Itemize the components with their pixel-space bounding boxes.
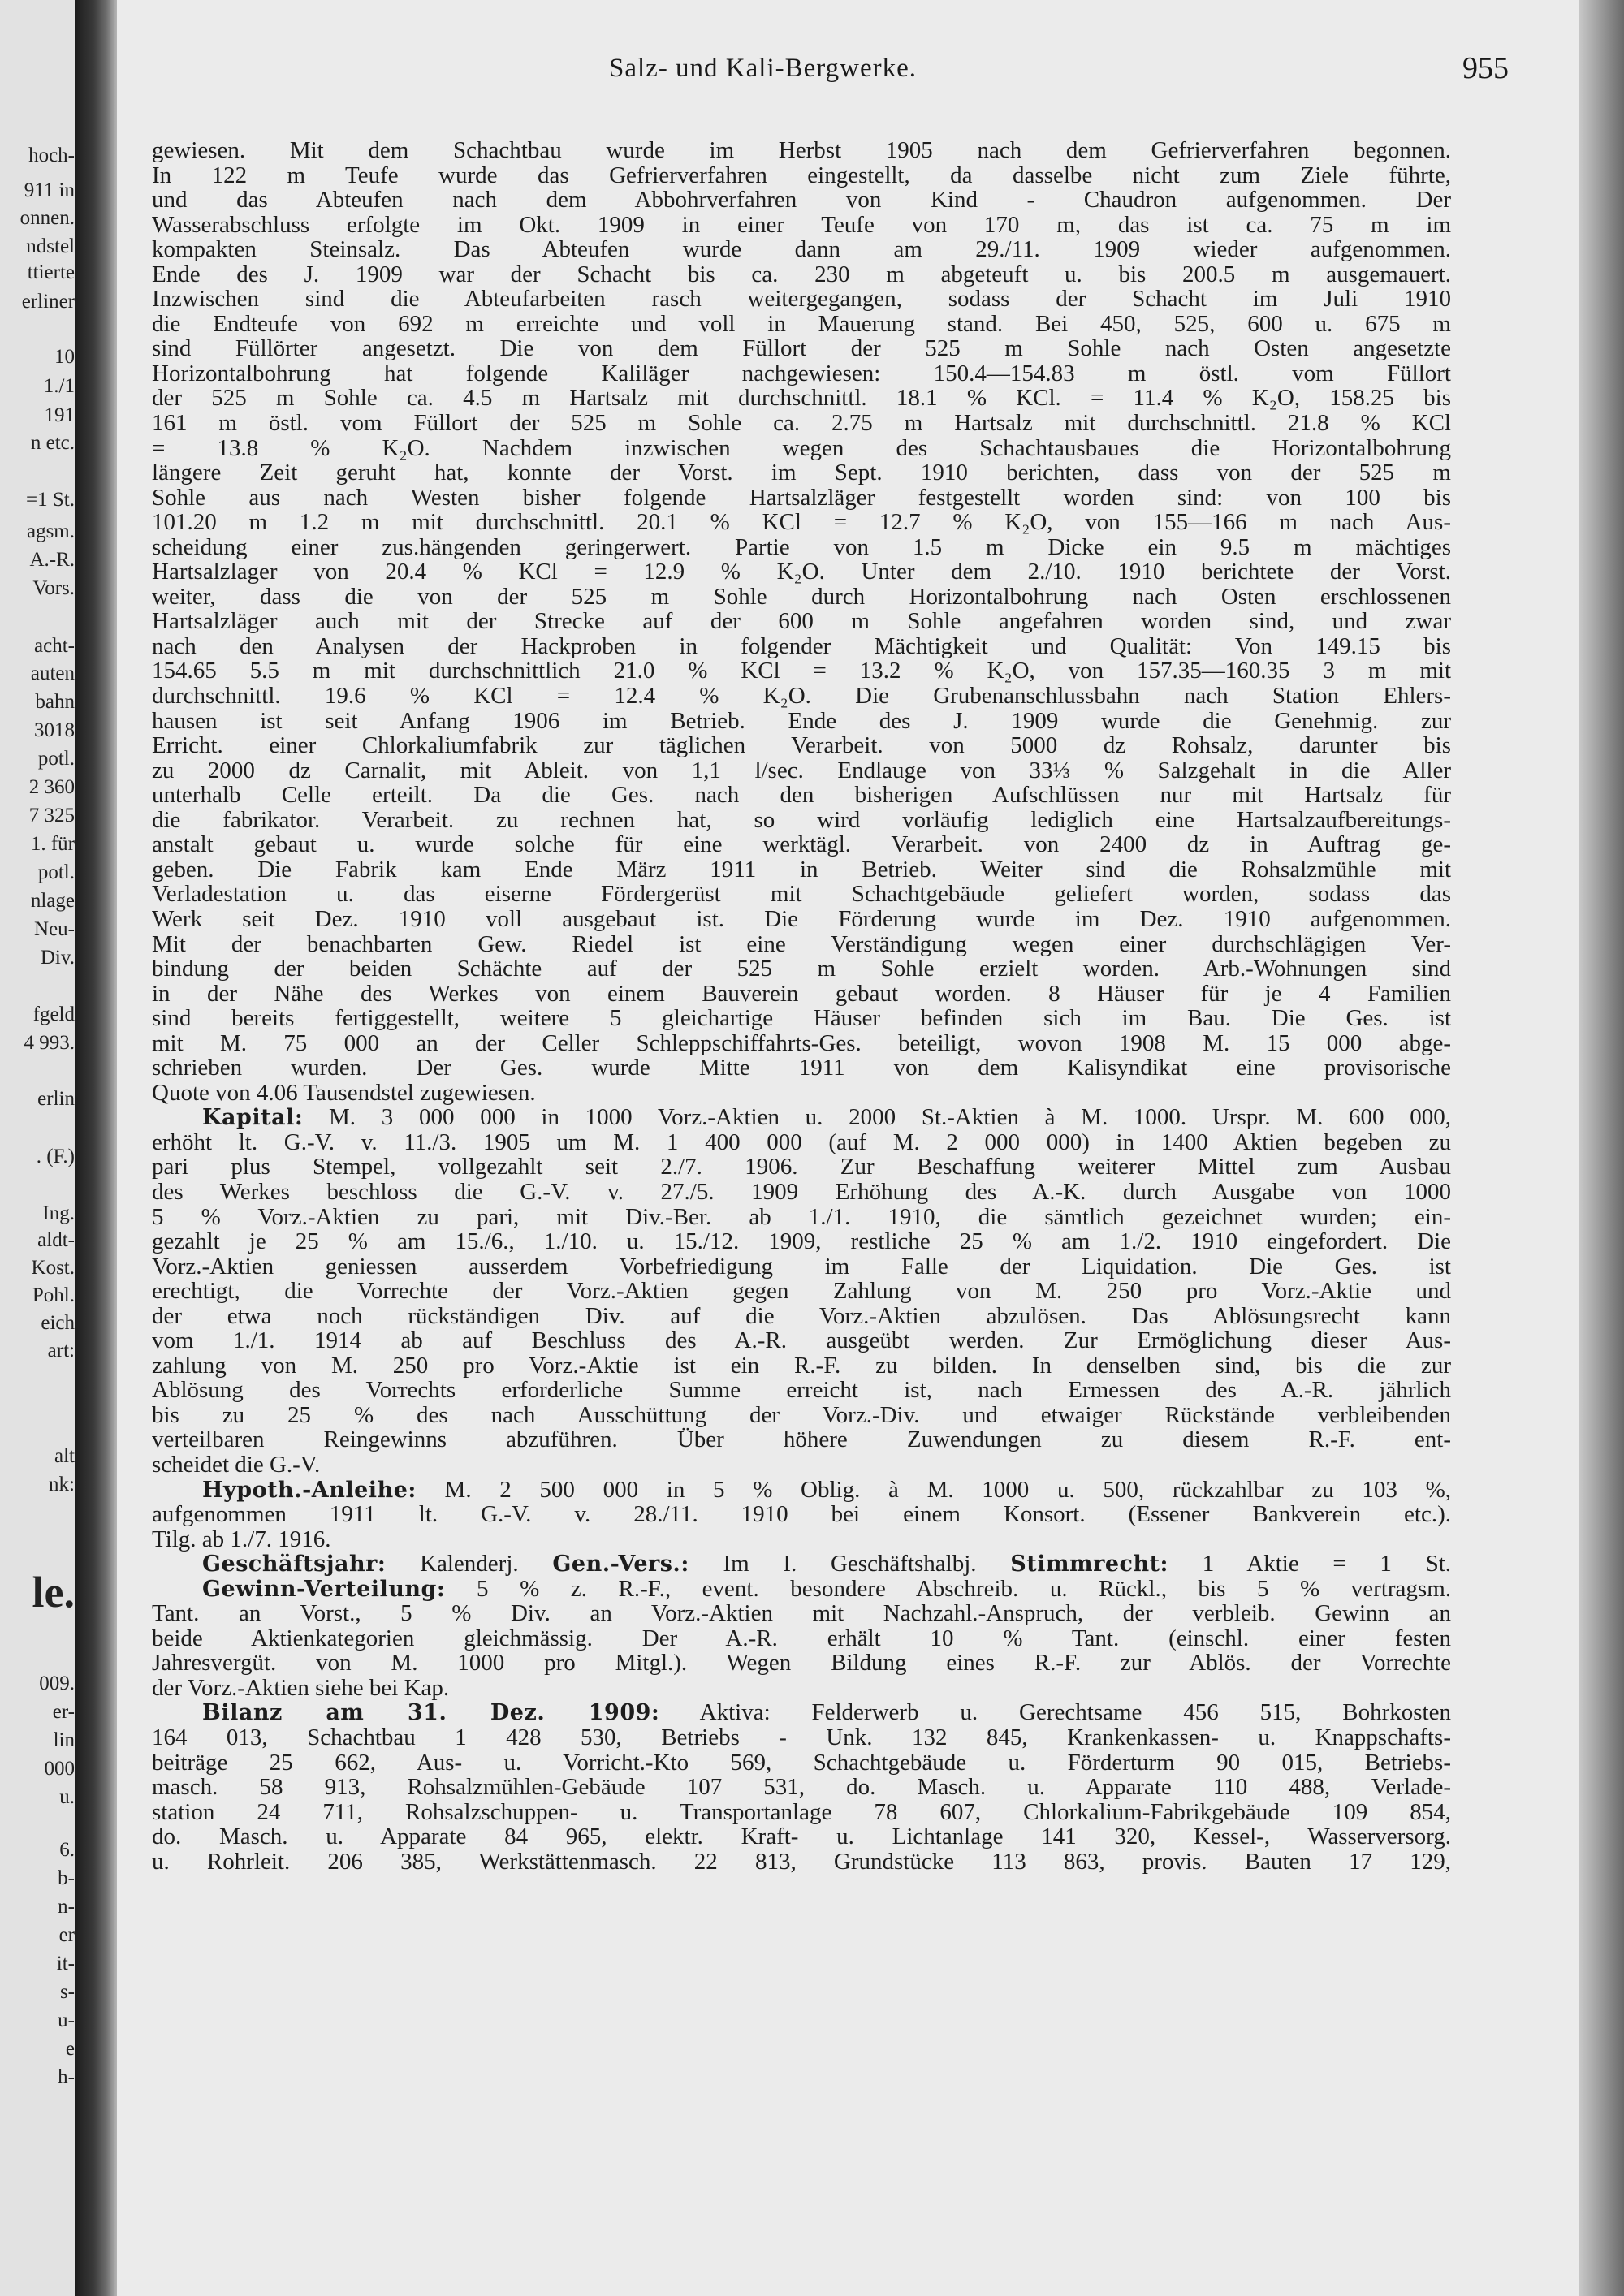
kapital-first-line — [152, 1105, 1451, 1130]
text-line: pari plus Stempel, vollgezahlt seit 2./7. 1906. Zur Beschaffung weiterer Mittel zum Ausbau — [152, 1154, 1451, 1180]
margin-fragment: 4 993. — [24, 1032, 75, 1054]
running-header — [117, 51, 1579, 102]
text-line: gezahlt je 25 % am 15./6., 1./10. u. 15./12. 1909, restliche 25 % am 1./2. 1910 eingefordert. Die — [152, 1229, 1451, 1254]
margin-fragment: Kost. — [31, 1257, 75, 1279]
margin-fragment: er- — [52, 1701, 75, 1723]
text-line: gewiesen. Mit dem Schachtbau wurde im Herbst 1905 nach dem Gefrierverfahren begonnen. — [152, 138, 1451, 163]
text-line: scheidung einer zus.hängenden geringerwert. Partie von 1.5 m Dicke ein 9.5 m mächtiges — [152, 534, 1451, 560]
margin-fragment: nlage — [30, 890, 75, 912]
text-line: u. Rohrleit. 206 385, Werkstättenmasch. 22 813, Grundstücke 113 863, provis. Bauten 17 129, — [152, 1849, 1451, 1875]
gen-vers-label: Gen.-Vers.: — [552, 1552, 689, 1577]
margin-fragment: eich — [41, 1312, 75, 1334]
text-line: station 24 711, Rohsalzschuppen- u. Transportanlage 78 607, Chlorkalium-Fabrikgebäude 109 854, — [152, 1799, 1451, 1825]
text-line: 164 013, Schachtbau 1 428 530, Betriebs - Unk. 132 845, Krankenkassen- u. Knappschafts- — [152, 1725, 1451, 1750]
bilanz-first-text: Aktiva: Felderwerb u. Gerechtsame 456 515, Bohrkosten — [699, 1700, 1451, 1725]
page-number: 955 — [1462, 51, 1509, 85]
text-line: zahlung von M. 250 pro Vorz.-Aktie ist ein R.-F. zu bilden. In denselben sind, bis die zur — [152, 1353, 1451, 1379]
margin-fragment: Pohl. — [32, 1284, 75, 1306]
text-line: Horizontalbohrung hat folgende Kaliläger nachgewiesen: 150.4—154.83 m östl. vom Füllort — [152, 360, 1451, 386]
text-line: bindung der beiden Schächte auf der 525 m Sohle erzielt worden. Arb.-Wohnungen sind — [152, 956, 1451, 982]
margin-fragment: ttierte — [27, 261, 75, 283]
text-line: 161 m östl. vom Füllort der 525 m Sohle ca. 2.75 m Hartsalz mit durchschnittl. 21.8 % KCl — [152, 411, 1451, 436]
text-line: Vorz.-Aktien geniessen ausserdem Vorbefriedigung im Falle der Liquidation. Die Ges. ist — [152, 1254, 1451, 1280]
text-line: erechtigt, die Vorrechte der Vorz.-Aktien gegen Zahlung von M. 250 pro Vorz.-Aktie und — [152, 1279, 1451, 1304]
text-line: do. Masch. u. Apparate 84 965, elektr. Kraft- u. Lichtanlage 141 320, Kessel-, Wasserversorg. — [152, 1824, 1451, 1849]
text-line: sind bereits fertiggestellt, weitere 5 gleichartige Häuser befinden sich im Bau. Die Ges. ist — [152, 1006, 1451, 1031]
text-line: mit M. 75 000 an der Celler Schleppschiffahrts-Ges. beteiligt, wovon 1908 M. 15 000 abge- — [152, 1030, 1451, 1056]
page-edge-shadow — [1579, 0, 1624, 2296]
text-line: Sohle aus nach Westen bisher folgende Hartsalzläger festgestellt worden sind: von 100 bis — [152, 485, 1451, 511]
margin-fragment: 009. — [39, 1672, 75, 1694]
margin-fragment: A.-R. — [29, 549, 75, 571]
margin-fragment: 2 360 — [28, 776, 75, 798]
text-line: die Endteufe von 692 m erreichte und voll in Mauerung stand. Bei 450, 525, 600 u. 675 m — [152, 311, 1451, 337]
margin-fragment: onnen. — [19, 207, 75, 229]
anleihe-label: Hypoth.-Anleihe: — [202, 1477, 417, 1503]
anleihe-text — [152, 1502, 1451, 1552]
text-line: = 13.8 % K₂O. Nachdem inzwischen wegen des Schachtausbaues die Horizontalbohrung — [152, 435, 1451, 461]
text-line: Werk seit Dez. 1910 voll ausgebaut ist. Die Förderung wurde im Dez. 1910 aufgenommen. — [152, 906, 1451, 932]
margin-fragment: n etc. — [30, 432, 75, 454]
margin-fragment: 000 — [44, 1758, 75, 1780]
margin-fragment: acht- — [34, 635, 75, 657]
text-line: In 122 m Teufe wurde das Gefrierverfahren eingestellt, da dasselbe nicht zum Ziele führte, — [152, 162, 1451, 188]
geschaeftsjahr-label: Geschäftsjahr: — [202, 1552, 387, 1577]
text-line: Inzwischen sind die Abteufarbeiten rasch weitergegangen, sodass der Schacht im Juli 1910 — [152, 287, 1451, 312]
text-line: masch. 58 913, Rohsalzmühlen-Gebäude 107 531, do. Masch. u. Apparate 110 488, Verlade- — [152, 1775, 1451, 1800]
bilanz-first-line — [152, 1700, 1451, 1725]
margin-fragment: potl. — [37, 748, 75, 770]
margin-fragment: u- — [58, 2009, 75, 2031]
text-line: der etwa noch rückständigen Div. auf die Vorz.-Aktien abzulösen. Das Ablösungsrecht kann — [152, 1303, 1451, 1329]
kapital-text — [152, 1130, 1451, 1478]
text-line: erhöht lt. G.-V. v. 11./3. 1905 um M. 1 400 000 (auf M. 2 000 000) in 1400 Aktien begeben zu — [152, 1129, 1451, 1155]
running-title: Salz- und Kali-Bergwerke. — [609, 54, 918, 83]
text-line: sind Füllörter angesetzt. Die von dem Füllort der 525 m Sohle nach Osten angesetzte — [152, 336, 1451, 361]
bilanz-label: Bilanz am 31. Dez. 1909: — [202, 1700, 660, 1725]
margin-fragment: Ing. — [42, 1202, 75, 1224]
text-line: Hartsalzläger auch mit der Strecke auf der 600 m Sohle angefahren worden sind, und zwar — [152, 609, 1451, 634]
geschaeftsjahr-text: Kalenderj. — [420, 1552, 519, 1577]
margin-fragment: 1./1 — [43, 375, 75, 397]
text-line: in der Nähe des Werkes von einem Bauverein gebaut worden. 8 Häuser für je 4 Familien — [152, 981, 1451, 1007]
margin-fragment: lin — [53, 1729, 75, 1751]
stimmrecht-text: 1 Aktie = 1 St. — [1202, 1552, 1451, 1577]
kapital-label: Kapital: — [202, 1105, 304, 1130]
stimmrecht-label: Stimmrecht: — [1010, 1552, 1169, 1577]
previous-page-margin — [0, 0, 75, 2296]
margin-fragment: er — [58, 1924, 75, 1946]
anleihe-first-text: M. 2 500 000 in 5 % Oblig. à M. 1000 u. 500, rückzahlbar zu 103 %, — [444, 1477, 1451, 1503]
margin-fragment: 7 325 — [28, 805, 75, 826]
text-line: vom 1./1. 1914 ab auf Beschluss des A.-R. ausgeübt werden. Zur Ermöglichung dieser Aus- — [152, 1328, 1451, 1353]
text-line: Quote von 4.06 Tausendstel zugewiesen. — [152, 1080, 536, 1106]
margin-fragment: s- — [59, 1981, 75, 2003]
text-line: zu 2000 dz Carnalit, mit Ableit. von 1,1 l/sec. Endlauge von 33⅓ % Salzgehalt in die Aller — [152, 757, 1451, 783]
margin-fragment: u. — [59, 1786, 75, 1808]
margin-fragment: nk: — [49, 1474, 75, 1495]
margin-fragment: erlin — [37, 1088, 75, 1110]
margin-fragment: 10 — [54, 346, 75, 368]
text-line: Erricht. einer Chlorkaliumfabrik zur täglichen Verarbeit. von 5000 dz Rohsalz, darunter bis — [152, 733, 1451, 758]
bilanz-section — [152, 1700, 1451, 1874]
text-line: der Vorz.-Aktien siehe bei Kap. — [152, 1675, 450, 1701]
kapital-first-text: M. 3 000 000 in 1000 Vorz.-Aktien u. 2000 St.-Aktien à M. 1000. Urspr. M. 600 000, — [329, 1105, 1451, 1130]
margin-fragment: e — [65, 2038, 75, 2060]
margin-fragment: 1. für — [30, 833, 75, 855]
text-line: weiter, dass die von der 525 m Sohle durch Horizontalbohrung nach Osten erschlossenen — [152, 584, 1451, 610]
margin-fragment: n- — [58, 1896, 75, 1918]
text-line: beide Aktienkategorien gleichmässig. Der A.-R. erhält 10 % Tant. (einschl. einer festen — [152, 1625, 1451, 1651]
margin-fragment: . (F.) — [36, 1146, 75, 1167]
text-line: Hartsalzlager von 20.4 % KCl = 12.9 % K₂O. Unter dem 2./10. 1910 berichtete der Vorst. — [152, 559, 1451, 585]
text-line: Jahresvergüt. von M. 1000 pro Mitgl.). Wegen Bildung eines R.-F. zur Ablös. der Vorrechte — [152, 1651, 1451, 1676]
geschaeftsjahr-line — [152, 1552, 1451, 1577]
margin-fragment: hoch- — [28, 145, 75, 166]
margin-fragment: 6. — [59, 1839, 75, 1861]
text-line: verteilbaren Reingewinns abzuführen. Über höhere Zuwendungen zu diesem R.-F. ent- — [152, 1427, 1451, 1452]
margin-fragment: 191 — [44, 404, 75, 426]
margin-fragment: 3018 — [34, 719, 75, 741]
text-line: Tilg. ab 1./7. 1916. — [152, 1526, 331, 1552]
margin-fragment: aldt- — [37, 1229, 75, 1251]
margin-fragment: Neu- — [34, 918, 75, 940]
text-line: die fabrikator. Verarbeit. zu rechnen hat, so wird vorläufig lediglich eine Hartsalzaufbereitungs- — [152, 807, 1451, 833]
text-line: schrieben wurden. Der Ges. wurde Mitte 1911 von dem Kalisyndikat eine provisorische — [152, 1055, 1451, 1081]
text-line: beiträge 25 662, Aus- u. Vorricht.-Kto 569, Schachtgebäude u. Förderturm 90 015, Betriebs- — [152, 1750, 1451, 1776]
anleihe-first-line — [152, 1478, 1451, 1503]
text-line: der 525 m Sohle ca. 4.5 m Hartsalz mit durchschnittl. 18.1 % KCl. = 11.4 % K₂O, 158.25 bis — [152, 386, 1451, 412]
margin-fragment: b- — [58, 1867, 75, 1889]
margin-fragment: bahn — [35, 691, 75, 713]
text-line: Ende des J. 1909 war der Schacht bis ca. 230 m abgeteuft u. bis 200.5 m ausgemauert. — [152, 261, 1451, 287]
gewinn-text — [152, 1601, 1451, 1700]
text-line: 5 % Vorz.-Aktien zu pari, mit Div.-Ber. ab 1./1. 1910, die sämtlich gezeichnet wurden; ein- — [152, 1204, 1451, 1230]
gen-vers-text: Im I. Geschäftshalbj. — [723, 1552, 977, 1577]
gewinn-first-text: 5 % z. R.-F., event. besondere Abschreib. u. Rückl., bis 5 % vertragsm. — [476, 1576, 1451, 1602]
margin-fragment: potl. — [37, 861, 75, 883]
margin-fragment: 911 in — [24, 179, 75, 201]
gewinn-first-line — [152, 1577, 1451, 1602]
text-line: Wasserabschluss erfolgte im Okt. 1909 in einer Teufe von 170 m, das ist ca. 75 m im — [152, 212, 1451, 238]
margin-fragment: Vors. — [32, 577, 75, 599]
gewinn-label: Gewinn-Verteilung: — [202, 1576, 446, 1602]
margin-fragment: auten — [30, 662, 75, 684]
text-line: durchschnittl. 19.6 % KCl = 12.4 % K₂O. Die Grubenanschlussbahn nach Station Ehlers- — [152, 684, 1451, 709]
gewinn-section — [152, 1577, 1451, 1701]
margin-fragment: h- — [58, 2066, 75, 2088]
margin-fragment: erliner — [21, 291, 75, 313]
text-line: Tant. an Vorst., 5 % Div. an Vorz.-Aktien mit Nachzahl.-Anspruch, der verbleib. Gewinn an — [152, 1601, 1451, 1626]
margin-fragment: Div. — [40, 947, 75, 969]
kapital-section — [152, 1105, 1451, 1477]
text-line: scheidet die G.-V. — [152, 1452, 321, 1478]
text-line: Ablösung des Vorrechts erforderliche Summe erreicht ist, nach Ermessen des A.-R. jährlich — [152, 1378, 1451, 1403]
text-line: 154.65 5.5 m mit durchschnittlich 21.0 % KCl = 13.2 % K₂O, von 157.35—160.35 3 m mit — [152, 658, 1451, 684]
text-line: des Werkes beschloss die G.-V. v. 27./5. 1909 Erhöhung des A.-K. durch Ausgabe von 1000 — [152, 1179, 1451, 1205]
bilanz-text — [152, 1725, 1451, 1874]
text-line: anstalt gebaut u. wurde solche für eine werktägl. Verarbeit. von 2400 dz in Auftrag ge- — [152, 832, 1451, 857]
geschaeftsjahr-section — [152, 1552, 1451, 1577]
text-line: nach den Analysen der Hackproben in folgender Mächtigkeit und Qualität: Von 149.15 bis — [152, 633, 1451, 659]
margin-fragment: art: — [47, 1340, 75, 1362]
description-paragraph — [152, 138, 1451, 1105]
margin-fragment: agsm. — [26, 520, 75, 542]
book-gutter — [75, 0, 117, 2296]
margin-fragment: alt — [54, 1445, 75, 1467]
text-line: längere Zeit geruht hat, konnte der Vorst. im Sept. 1910 berichten, dass von der 525 m — [152, 460, 1451, 486]
text-line: hausen ist seit Anfang 1906 im Betrieb. Ende des J. 1909 wurde die Genehmig. zur — [152, 708, 1451, 734]
text-line: Verladestation u. das eiserne Fördergerüst mit Schachtgebäude geliefert worden, sodass das — [152, 882, 1451, 907]
margin-fragment: =1 St. — [26, 489, 75, 511]
text-line: geben. Die Fabrik kam Ende März 1911 in Betrieb. Weiter sind die Rohsalzmühle mit — [152, 857, 1451, 883]
text-line: 101.20 m 1.2 m mit durchschnittl. 20.1 % KCl = 12.7 % K₂O, von 155—166 m nach Aus- — [152, 510, 1451, 535]
anleihe-section — [152, 1478, 1451, 1552]
text-line: aufgenommen 1911 lt. G.-V. v. 28./11. 1910 bei einem Konsort. (Essener Bankverein etc.). — [152, 1502, 1451, 1527]
text-line: Mit der benachbarten Gew. Riedel ist eine Verständigung wegen einer durchschlägigen Ver- — [152, 931, 1451, 957]
margin-fragment: ndstel — [26, 235, 75, 257]
text-line: und das Abteufen nach dem Abbohrverfahren von Kind - Chaudron aufgenommen. Der — [152, 188, 1451, 213]
text-line: unterhalb Celle erteilt. Da die Ges. nach den bisherigen Aufschlüssen nur mit Hartsalz für — [152, 783, 1451, 808]
margin-fragment: fgeld — [32, 1003, 75, 1025]
margin-fragment: it- — [56, 1953, 75, 1974]
text-line: bis zu 25 % des nach Ausschüttung der Vorz.-Div. und etwaiger Rückstände verbleibenden — [152, 1402, 1451, 1428]
margin-fragment: le. — [32, 1568, 75, 1616]
article-body — [152, 138, 1451, 1874]
text-line: kompakten Steinsalz. Das Abteufen wurde dann am 29./11. 1909 wieder aufgenommen. — [152, 237, 1451, 262]
page — [117, 0, 1579, 2296]
